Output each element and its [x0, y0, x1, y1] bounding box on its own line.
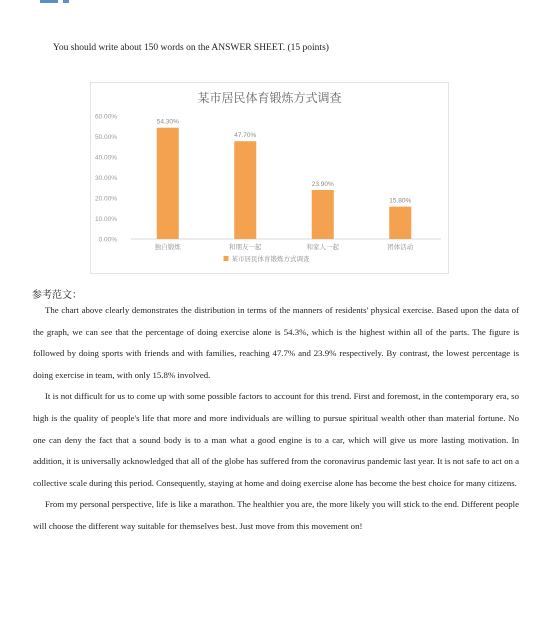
legend-label: 某市居民体育锻炼方式调查	[231, 255, 310, 263]
x-tick-label: 团体活动	[387, 243, 414, 251]
y-tick-label: 40.00%	[94, 154, 117, 162]
y-tick-label: 30.00%	[94, 175, 117, 182]
x-tick-label: 和家人一起	[306, 243, 339, 251]
x-tick-label: 和朋友一起	[229, 243, 262, 251]
sample-essay-heading: 参考范文：	[32, 290, 82, 301]
bar	[157, 128, 179, 239]
bar	[234, 141, 256, 239]
x-tick-label: 独自锻炼	[154, 243, 181, 251]
essay-paragraph-1: The chart above clearly demonstrates the distribution in terms of the manners of residents' physical exercise. Based upon the data of the graph, we can see that the percentage of doing exercise alone is 54.3%, which is the highest within all of the parts. The figure is followed by doing sports with friends and with families, reaching 47.7% and 23.9% respectively. By contrast, the lowest percentage is doing exercise in team, with only 15.8% involved.	[33, 305, 519, 380]
y-tick-label: 0.00%	[98, 236, 117, 244]
bar	[312, 190, 334, 239]
bar-data-label: 15.80%	[389, 197, 412, 205]
writing-instruction: You should write about 150 words on the ANSWER SHEET. (15 points)	[53, 43, 329, 53]
bar-chart	[91, 83, 448, 273]
bar-data-label: 54.30%	[156, 118, 179, 126]
y-tick-label: 20.00%	[94, 195, 117, 203]
bar-data-label: 47.70%	[234, 132, 257, 140]
chart-title: 某市居民体育锻炼方式调查	[197, 91, 342, 105]
essay-paragraph-2: It is not difficult for us to come up with some possible factors to account for this trend. First and foremost, in the contemporary era, so high is the quality of people's life that more and more individuals are willing to pursue spiritual wealth other than material fortune. No one can deny the fact that a sound body is to a man what a good engine is to a car, which will give us more lasting motivation. In addition, it is universally acknowledged that all of the globe has suffered from the coronavirus pandemic last year. It is not safe to act on a collective scale during this period. Consequently, staying at home and doing exercise alone has become the best choice for many citizens.	[33, 391, 519, 488]
y-tick-label: 60.00%	[94, 113, 117, 121]
top-edge-marks	[40, 0, 74, 8]
bar-chart-figure	[90, 82, 449, 274]
bar-data-label: 23.90%	[311, 181, 334, 189]
legend-swatch	[224, 256, 229, 261]
sample-essay	[33, 300, 519, 538]
y-tick-label: 10.00%	[94, 216, 117, 223]
bar	[389, 207, 411, 239]
y-tick-label: 50.00%	[94, 134, 117, 141]
essay-paragraph-3: From my personal perspective, life is like a marathon. The healthier you are, the more likely you will stick to the end. Different people will choose the different way suitable for themselves best. Just move from this movement on!	[33, 499, 519, 531]
